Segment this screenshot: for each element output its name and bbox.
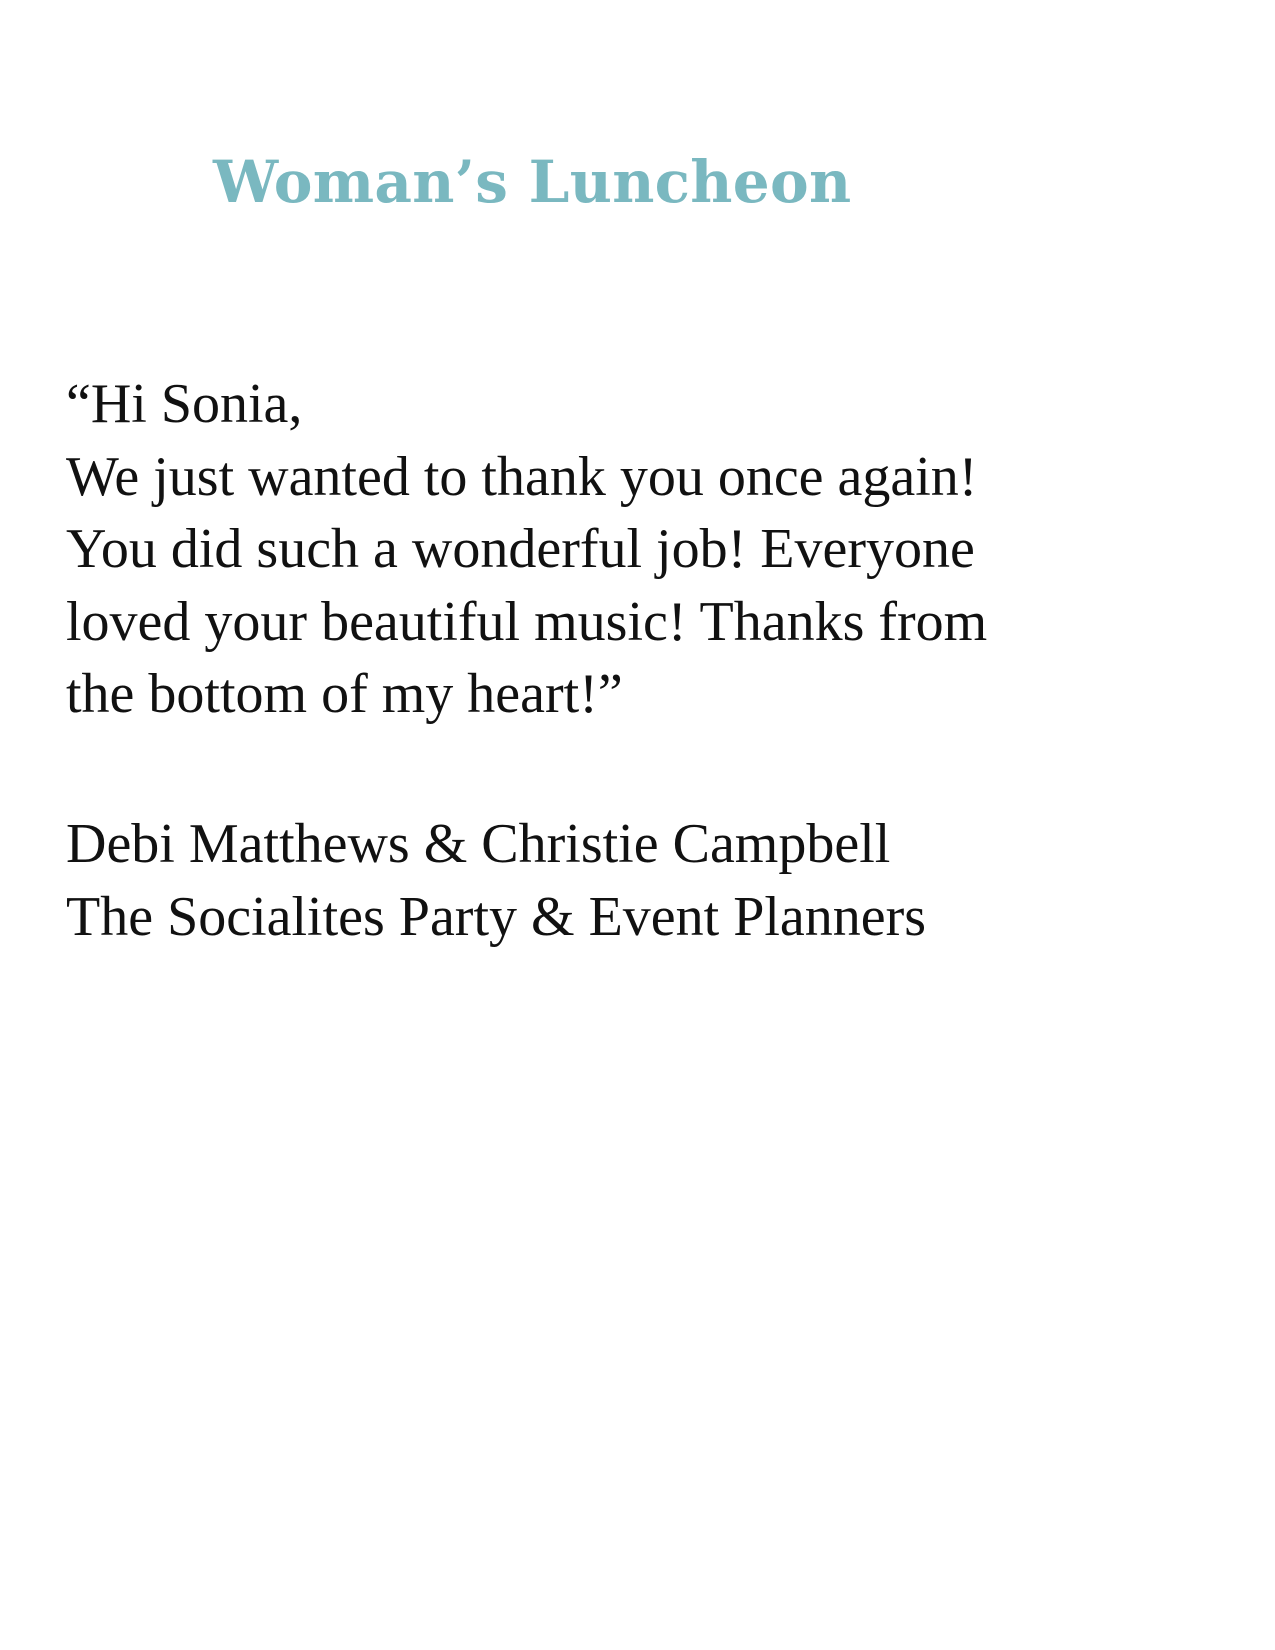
message-line: You did such a wonderful job! Everyone [66,518,975,580]
signature-block [66,808,1236,953]
signature-company: The Socialites Party & Event Planners [66,885,927,948]
message-line: loved your beautiful music! Thanks from [66,590,988,653]
page-title: Woman’s Luncheon [213,148,852,216]
signature-names: Debi Matthews & Christie Campbell [66,813,891,875]
message-line: “Hi Sonia, [66,373,303,435]
message-line: the bottom of my heart!” [66,663,623,725]
message-line: We just wanted to thank you once again! [66,445,978,508]
testimonial-message [66,368,1236,731]
